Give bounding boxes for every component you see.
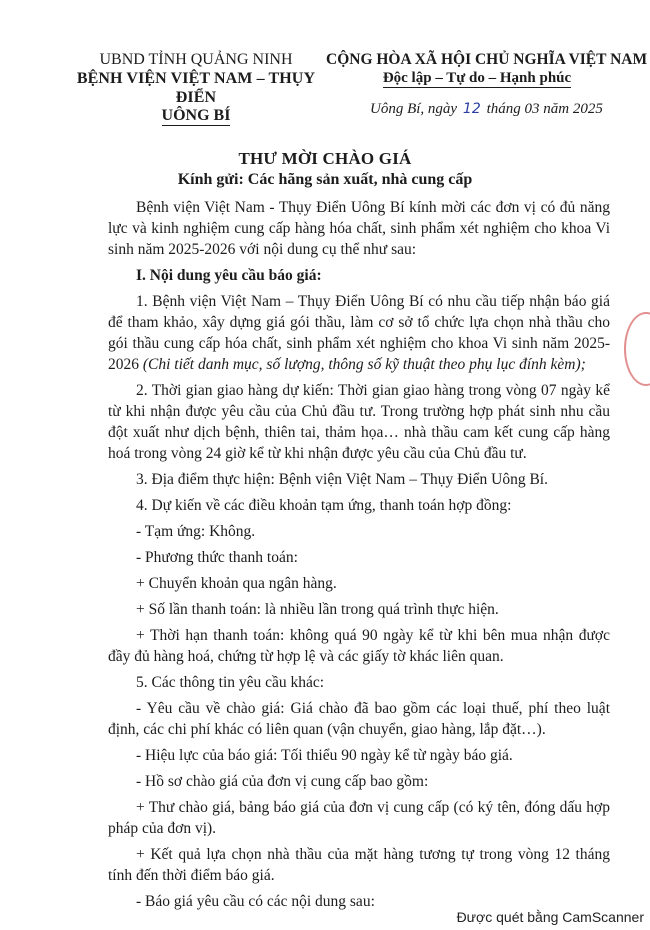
org-name: BỆNH VIỆN VIỆT NAM – THỤY ĐIỂN xyxy=(76,70,316,106)
stamp-mark xyxy=(624,312,650,386)
date-day-handwritten: 12 xyxy=(462,101,481,117)
item-5-quote-content: - Báo giá yêu cầu có các nội dung sau: xyxy=(136,893,375,910)
date-prefix: Uông Bí, ngày xyxy=(370,101,458,117)
item-5-dossier: - Hồ sơ chào giá của đơn vị cung cấp bao gồm: xyxy=(136,773,429,790)
item-4-advance: - Tạm ứng: Không. xyxy=(136,523,256,540)
item-4-installments: + Số lần thanh toán: là nhiều lần trong quá trình thực hiện. xyxy=(136,601,499,618)
item-1 xyxy=(108,291,610,375)
item-4-transfer: + Chuyển khoản qua ngân hàng. xyxy=(136,575,337,592)
issuing-organization xyxy=(62,50,330,126)
item-5-dossier-letter: + Thư chào giá, bảng báo giá của đơn vị cung cấp (có ký tên, đóng dấu hợp pháp của đơn vị). xyxy=(108,799,610,837)
national-heading xyxy=(326,50,648,88)
section-heading: I. Nội dung yêu cầu báo giá: xyxy=(136,267,322,284)
item-1-note: (Chi tiết danh mục, số lượng, thông số kỹ thuật theo phụ lục đính kèm); xyxy=(142,356,586,373)
document-title: THƯ MỜI CHÀO GIÁ xyxy=(238,149,412,168)
item-1-text: 1. Bệnh viện Việt Nam – Thụy Điển Uông Bí có nhu cầu tiếp nhận báo giá để tham khảo, xây dựng giá gói thầu, làm cơ sở tổ chức lựa chọn nhà thầu cho gói thầu cung cấp hóa chất, sinh phẩm xét nghiệm cho khoa Vi sinh năm 2025-2026 xyxy=(108,293,610,373)
item-2: 2. Thời gian giao hàng dự kiến: Thời gian giao hàng trong vòng 07 ngày kể từ khi nhận được yêu cầu của Chủ đầu tư. Trong trường hợp phát sinh nhu cầu đột xuất như dịch bệnh, thiên tai, thảm họa… nhà thầu cam kết cung cấp hàng hoá trong vòng 24 giờ kể từ khi nhận được yêu cầu của Chủ đầu tư. xyxy=(108,382,610,462)
letter-body xyxy=(108,197,610,917)
date-suffix: tháng 03 năm 2025 xyxy=(486,101,603,117)
item-4-payment-method: - Phương thức thanh toán: xyxy=(136,549,298,566)
intro-paragraph: Bệnh viện Việt Nam - Thụy Điển Uông Bí kính mời các đơn vị có đủ năng lực và kinh nghiệm cung cấp hàng hóa chất, sinh phẩm xét nghiệm cho khoa Vi sinh năm 2025-2026 với nội dung cụ thể như sau: xyxy=(108,199,610,258)
item-3: 3. Địa điểm thực hiện: Bệnh viện Việt Nam – Thụy Điển Uông Bí. xyxy=(136,471,548,488)
item-5-dossier-results: + Kết quả lựa chọn nhà thầu của mặt hàng tương tự trong vòng 12 tháng tính đến thời điểm báo giá. xyxy=(108,846,610,884)
item-5-validity: - Hiệu lực của báo giá: Tối thiểu 90 ngày kể từ ngày báo giá. xyxy=(136,747,513,764)
recipient-line: Kính gửi: Các hãng sản xuất, nhà cung cấp xyxy=(177,171,473,188)
dateline xyxy=(370,101,603,118)
item-4: 4. Dự kiến về các điều khoản tạm ứng, thanh toán hợp đồng: xyxy=(136,497,512,514)
item-4-term: + Thời hạn thanh toán: không quá 90 ngày kể từ khi bên mua nhận được đầy đủ hàng hoá, chứng từ hợp lệ và các giấy tờ khác liên quan. xyxy=(108,627,610,665)
scanner-watermark: Được quét bằng CamScanner xyxy=(456,909,644,925)
national-motto: Độc lập – Tự do – Hạnh phúc xyxy=(382,70,572,86)
item-5-pricing: - Yêu cầu về chào giá: Giá chào đã bao gồm các loại thuế, phí theo luật định, các chi phí khác có liên quan (vận chuyển, giao hàng, lắp đặt…). xyxy=(108,700,610,738)
org-name-cont: UÔNG BÍ xyxy=(161,107,231,124)
org-parent: UBND TỈNH QUẢNG NINH xyxy=(99,51,293,68)
national-title: CỘNG HÒA XÃ HỘI CHỦ NGHĨA VIỆT NAM xyxy=(326,51,648,68)
item-5: 5. Các thông tin yêu cầu khác: xyxy=(136,674,325,691)
